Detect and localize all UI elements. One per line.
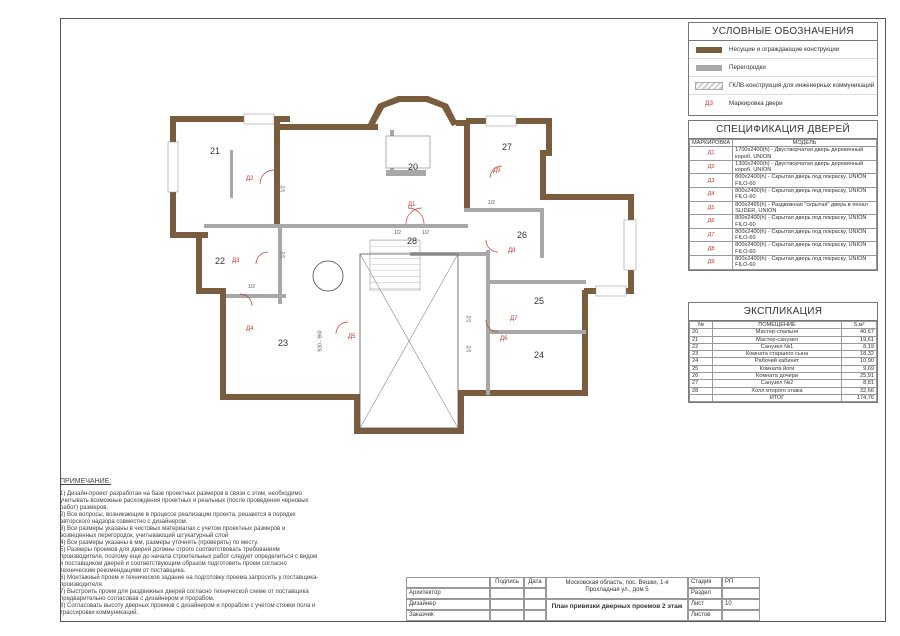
table-row [690,336,877,343]
sign-label: Подпись [490,577,524,588]
table-row [690,174,877,188]
door-mark-cell: Д9 [690,256,733,270]
table-row [690,201,877,215]
room-label-22: 22 [215,256,226,266]
door-mark-d5: Д5 [348,334,356,340]
room-num-cell: 27 [690,380,713,387]
notes-title: ПРИМЕЧАНИЕ: [60,478,112,485]
sheet-value: 10 [722,599,760,610]
door-spec-header-mark: МАРКИРОВКА [690,140,733,147]
explication-table [689,321,877,402]
explication-header-area: S,м² [842,322,877,329]
total-label: ИТОГ [713,394,842,401]
legend-panel [688,22,878,116]
door-spec-table [689,139,877,270]
room-num-cell: 26 [690,373,713,380]
door-mark-cell: Д8 [690,242,733,256]
door-model-cell: 1300x2400(h) - Двустворчатая дверь деревянный короб, UNION [733,160,877,174]
explication-header-room: ПОМЕЩЕНИЕ [713,322,842,329]
door-spec-header-model: МОДЕЛЬ [733,140,877,147]
legend-row [689,77,877,95]
door-mark-cell: Д1 [690,147,733,161]
room-name-cell: Мастер-спальня [713,329,842,336]
note-line: 6) Монтажный проем и техническое задание на подготовку проема запросить у поставщика-производителя. [60,575,319,588]
room-area-cell: 9,69 [842,365,877,372]
door-model-cell: 800x2400(h) - Скрытая дверь под покраску, UNION FILO-60 [733,242,877,256]
room-name-cell: Комната старшего сына [713,351,842,358]
room-num-cell: 25 [690,365,713,372]
table-row [690,373,877,380]
legend-text: ГКЛВ-конструкция для инженерных коммуникаций [729,82,875,89]
door-spec-title: СПЕЦИФИКАЦИЯ ДВЕРЕЙ [689,121,877,139]
note-line: 7) Выстроить проем для раздвижных дверей согласно технической схеме от поставщика предварительно согласовав с дизайнером и прорабом. [60,589,309,602]
table-row [690,380,877,387]
room-num-cell: 20 [690,329,713,336]
table-row [690,228,877,242]
table-row [690,343,877,350]
role-customer: Заказчик [406,610,490,621]
room-label-20: 20 [408,162,419,172]
total-area: 174,76 [842,394,877,401]
door-model-cell: 800x2400(h) - Скрытая дверь под покраску, UNION FILO-60 [733,228,877,242]
table-row [690,188,877,202]
door-model-cell: 800x2400(h) - Скрытая дверь под покраску, UNION FILO-60 [733,256,877,270]
door-mark-cell: Д3 [690,174,733,188]
room-label-23: 23 [278,338,289,348]
dim-label: 1/2 [394,230,401,236]
legend-row [689,41,877,59]
room-num-cell: 23 [690,351,713,358]
door-mark-d4: Д4 [246,326,254,332]
sheet-title: План привязки дверных проемов 2 этаж [546,599,688,621]
room-area-cell: 18,32 [842,351,877,358]
sheet-label: Лист [688,599,722,610]
dim-label: 1/2 [248,284,255,290]
room-area-cell: 25,91 [842,373,877,380]
door-mark-d6: Д6 [500,336,508,342]
legend-row [689,95,877,112]
partition-swatch [696,65,722,71]
notes-block [60,478,322,617]
note-line: 2) Все вопросы, возникающие в процессе реализации проекта, решаются в порядке авторского надзора совместно с дизайнером. [60,512,296,525]
room-name-cell: Комната йоги [713,365,842,372]
door-mark-d7: Д7 [510,316,518,322]
floor-plan [160,90,660,440]
room-area-cell: 8,19 [842,343,877,350]
door-mark-d3: Д3 [232,258,240,264]
title-block [406,577,884,621]
table-row [690,215,877,229]
dim-label: 1/2 [422,230,429,236]
room-area-cell: 8,81 [842,380,877,387]
section-label: Раздел [688,588,722,599]
dim-label: 1/2 [280,185,287,193]
note-line: 1) Дизайн-проект разработан на базе проектных размеров в связи с этим, необходимо учитывать возможные расхождения проектных и реальных (после проведения черновых работ) размеров. [60,491,309,511]
legend-title: УСЛОВНЫЕ ОБОЗНАЧЕНИЯ [689,23,877,41]
note-line: 3) Все размеры указаны в чистовых материалах с учетом проектных размеров и возведенных перегородок, учитывающий штукатурный слой [60,526,286,539]
room-num-cell: 28 [690,387,713,394]
room-name-cell: Рабочий кабинет [713,358,842,365]
note-line: 5) Размеры проемов для дверей должны строго соответствовать требованиям производителя, поэтому еще до начала строительных работ следует определиться с видом и поставщиком дверей и соответствующим образом подготовить проем согласно техническим рекомендациям от поставщика. [60,547,318,574]
table-row [690,387,877,394]
floor-plan-drawing [160,90,660,440]
stage-label: Стадия [688,577,722,588]
door-mark-cell: Д5 [690,201,733,215]
door-mark-d8: Д8 [508,248,516,254]
table-row [690,242,877,256]
wall-swatch [696,47,722,53]
explication-title: ЭКСПЛИКАЦИЯ [689,303,877,321]
door-mark-d2: Д2 [246,176,254,182]
room-name-cell: Комната дочери [713,373,842,380]
dim-label: 1/2 [466,345,473,353]
table-row [690,365,877,372]
sheets-label: Листов [688,610,722,621]
door-mark-d1: Д1 [408,202,416,208]
table-row [690,160,877,174]
room-name-cell: Мастер-санузел [713,336,842,343]
room-name-cell: Холл второго этажа [713,387,842,394]
round-column [313,261,343,291]
room-num-cell: 21 [690,336,713,343]
dim-label: 930 - 960 [317,330,324,352]
room-label-26: 26 [517,230,528,240]
legend-row [689,59,877,77]
stage-value: РП [722,577,760,588]
explication-header-num: № [690,322,713,329]
room-area-cell: 32,66 [842,387,877,394]
table-total-row [690,394,877,401]
door-mark-symbol: Д3 [704,100,714,107]
door-model-cell: 800x2400(h) - Скрытая дверь под покраску, UNION FILO-60 [733,215,877,229]
room-name-cell: Санузел №1 [713,343,842,350]
project-address: Московская область, пос. Вешки, 1-я Прохладная ул., дом 5 [546,577,688,599]
room-label-25: 25 [534,296,545,306]
dim-label: 1/2 [466,315,473,323]
door-model-cell: 1700x2400(h) - Двустворчатая дверь деревянный короб, UNION [733,147,877,161]
door-model-cell: 800x2400(h) - Скрытая дверь под покраску, UNION FILO-60 [733,188,877,202]
room-label-27: 27 [502,142,513,152]
role-architect: Архитектор [406,588,490,599]
room-name-cell: Санузел №2 [713,380,842,387]
stair-steps [370,240,420,290]
door-mark-cell: Д2 [690,160,733,174]
room-label-28: 28 [407,236,418,246]
room-area-cell: 19,61 [842,336,877,343]
door-model-cell: 800x2400(h) - Скрытая дверь под покраску, UNION FILO-60 [733,174,877,188]
door-model-cell: 800x2465(h) - Раздвижная "скрытая" дверь в пенал SLIDER, UNION [733,201,877,215]
hatch-swatch [695,82,723,90]
explication-panel [688,302,878,403]
table-row [690,358,877,365]
room-area-cell: 40,67 [842,329,877,336]
room-label-21: 21 [210,146,221,156]
room-area-cell: 10,90 [842,358,877,365]
room-num-cell: 22 [690,343,713,350]
door-mark-cell: Д7 [690,228,733,242]
dim-label: 1/2 [280,251,287,259]
legend-text: Маркировка двери [729,100,783,107]
room-num-cell: 24 [690,358,713,365]
door-mark-d9: Д9 [493,168,501,174]
legend-text: Несущие и ограждающие конструкции [729,46,840,53]
door-mark-cell: Д4 [690,188,733,202]
legend-text: Перегородки [729,64,766,71]
dim-label: 1/2 [488,200,495,206]
room-label-24: 24 [534,350,545,360]
door-spec-panel [688,120,878,271]
note-line: 4) Все размеры указаны в мм, размеры уточнять (проверять) по месту. [60,540,259,546]
table-row [690,329,877,336]
table-row [690,147,877,161]
date-label: Дата [524,577,546,588]
door-mark-cell: Д6 [690,215,733,229]
note-line: 8) Согласовать высоту дверных проемов с дизайнером и прорабом с учетом стяжки пола и трассировки коммуникаций. [60,603,316,616]
table-row [690,351,877,358]
table-row [690,256,877,270]
role-designer: Дизайнер [406,599,490,610]
